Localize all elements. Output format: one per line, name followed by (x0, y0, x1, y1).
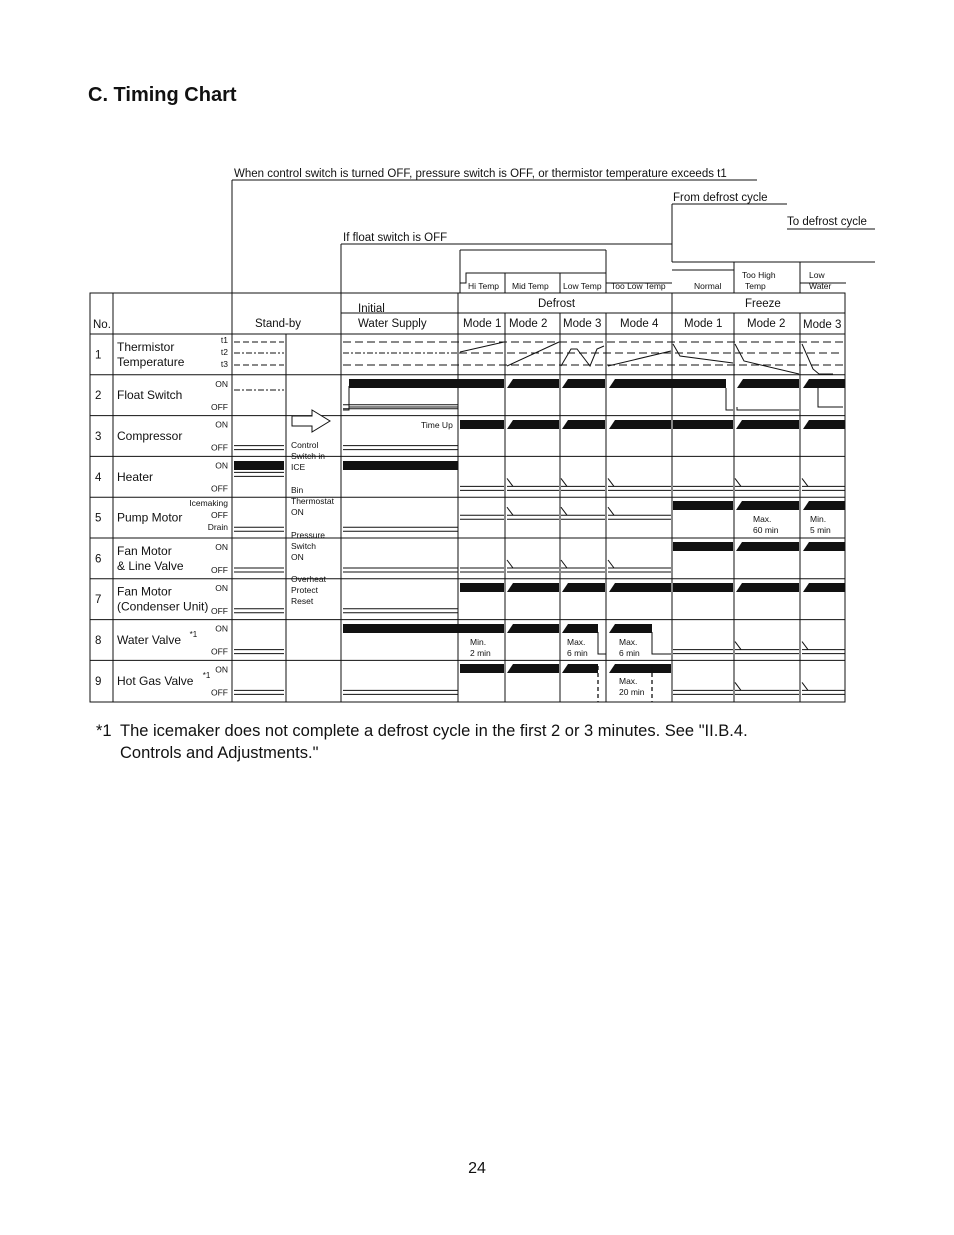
sub-water: Water (809, 281, 832, 291)
freeze-mode-3: Mode 3 (803, 319, 842, 331)
transition-note: Switch in (291, 451, 326, 461)
col-initial-2: Water Supply (358, 318, 427, 330)
wv-max-value-a: 6 min (567, 648, 588, 658)
col-defrost: Defrost (538, 298, 576, 310)
row-state-label: t3 (220, 359, 228, 369)
row-state-label: ON (215, 664, 228, 675)
signal-bar (737, 379, 799, 388)
row-number: 5 (95, 512, 102, 525)
footnote (96, 720, 856, 764)
signal-bar (460, 664, 504, 673)
row-number: 1 (95, 349, 102, 362)
sub-low: Low (809, 270, 825, 280)
row-state-label: t2 (220, 347, 228, 357)
time-up-label: Time Up (421, 420, 453, 430)
signal-bar (609, 624, 652, 633)
signal-bar (736, 583, 799, 592)
signal-bar (736, 420, 799, 429)
sub-low-temp: Low Temp (563, 281, 602, 291)
signal-bar (507, 379, 559, 388)
row-state-label: ON (215, 582, 228, 593)
row-state-label: OFF (211, 605, 228, 616)
page-title: C. Timing Chart (88, 84, 237, 106)
transition-note: ICE (291, 462, 306, 472)
signal-bar (343, 624, 504, 633)
sub-too-low-temp: Too Low Temp (611, 281, 666, 291)
wv-max-label-b: Max. (619, 637, 638, 647)
signal-bar (609, 583, 671, 592)
signal-bar (507, 583, 559, 592)
transition-note: Protect (291, 585, 318, 595)
signal-bar (562, 664, 598, 673)
transition-note: Pressure (291, 530, 326, 540)
thermistor-traces (234, 342, 843, 374)
row-state-label: ON (215, 623, 228, 634)
transition-notes (291, 440, 335, 606)
row-name: Thermistor (117, 339, 175, 354)
row-name: Fan Motor (117, 584, 172, 599)
footnote-line-1: The icemaker does not complete a defrost cycle in the first 2 or 3 minutes. See "II.B.4. (120, 722, 748, 740)
transition-arrow-icon (292, 410, 330, 432)
note-float-off: If float switch is OFF (343, 232, 448, 244)
signal-bar (460, 420, 504, 429)
signal-bar (343, 461, 458, 470)
row-state-label: OFF (211, 687, 228, 698)
page-number: 24 (468, 1160, 486, 1177)
defrost-mode-1: Mode 1 (463, 318, 502, 330)
col-initial-1: Initial (358, 303, 385, 315)
row-number: 4 (95, 471, 102, 484)
transition-note: ON (291, 507, 304, 517)
row-footnote-mark: *1 (189, 630, 198, 639)
row-state-label: ON (215, 419, 228, 430)
hg-max-label: Max. (619, 676, 638, 686)
row-name: Fan Motor (117, 543, 172, 558)
signal-bar (736, 542, 799, 551)
row-state-label: ON (215, 542, 228, 552)
signal-bar (803, 583, 845, 592)
row-name: Float Switch (117, 388, 183, 403)
signal-bar (562, 583, 605, 592)
row-name: Pump Motor (117, 510, 183, 525)
row-state-label: OFF (211, 510, 228, 521)
row-state-label: OFF (211, 646, 228, 657)
col-no: No. (93, 319, 111, 331)
signal-bar (562, 379, 605, 388)
footnote-line-2: Controls and Adjustments." (120, 744, 319, 762)
transition-note: ON (291, 552, 304, 562)
pump-max-value: 60 min (753, 525, 779, 535)
transition-note: Overheat (291, 574, 326, 584)
signal-bar (803, 420, 845, 429)
defrost-mode-4: Mode 4 (620, 318, 659, 330)
signal-bar (507, 664, 559, 673)
pump-max-label: Max. (753, 514, 772, 524)
signal-bar (609, 420, 671, 429)
transition-note: Bin (291, 485, 304, 495)
row-footnote-mark: *1 (202, 670, 211, 680)
row-state-label: ON (215, 378, 228, 389)
row-state-label: OFF (211, 442, 228, 453)
signal-bar (562, 420, 605, 429)
row-name: Water Valve (117, 633, 182, 647)
defrost-mode-2: Mode 2 (509, 318, 548, 330)
signal-bar (349, 379, 504, 388)
footnote-mark: *1 (96, 722, 112, 740)
row-name: Heater (117, 469, 154, 484)
row-number: 7 (95, 594, 102, 607)
sub-temp: Temp (745, 281, 766, 291)
row-state-label: OFF (211, 483, 228, 494)
signal-bar (673, 420, 733, 429)
hg-max-value: 20 min (619, 687, 645, 697)
row-number: 2 (95, 390, 102, 403)
row-number: 3 (95, 431, 102, 443)
signal-bar (507, 420, 559, 429)
signal-bar (673, 542, 733, 551)
signal-bar (673, 501, 733, 510)
row-name: Temperature (117, 354, 185, 369)
row-name: (Condenser Unit) (117, 599, 209, 614)
pump-min-value: 5 min (810, 525, 831, 535)
transition-note: Thermostat (291, 496, 334, 506)
row-state-label: t1 (220, 335, 228, 345)
row-state-label: OFF (211, 401, 228, 412)
row-number: 6 (95, 553, 102, 566)
row-state-label: OFF (211, 565, 228, 575)
row-number: 9 (95, 675, 102, 688)
pump-min-label: Min. (810, 514, 827, 524)
signal-bar (803, 379, 845, 388)
transition-note: Switch (291, 541, 317, 551)
signal-bar (803, 542, 845, 551)
top-notes (232, 180, 875, 293)
wv-max-value-b: 6 min (619, 648, 640, 658)
signal-bar (562, 624, 598, 633)
sub-too-high: Too High (742, 270, 776, 280)
signal-bar (234, 461, 284, 470)
signal-bar (673, 583, 733, 592)
signal-bar (460, 583, 504, 592)
row-state-label: Drain (207, 522, 228, 533)
wv-min-label: Min. (470, 637, 487, 647)
wv-max-label-a: Max. (567, 637, 586, 647)
sub-mid-temp: Mid Temp (512, 281, 549, 291)
transition-note: Control (291, 440, 319, 450)
transition-note: Reset (291, 596, 314, 606)
signal-bar (736, 501, 799, 510)
row-number: 8 (95, 635, 102, 647)
note-to-defrost: To defrost cycle (787, 216, 867, 228)
col-freeze: Freeze (745, 298, 781, 310)
row-name: & Line Valve (117, 558, 184, 573)
freeze-mode-1: Mode 1 (684, 318, 723, 330)
sub-hi-temp: Hi Temp (468, 281, 500, 291)
wv-min-value: 2 min (470, 648, 491, 658)
col-standby: Stand-by (255, 318, 302, 330)
note-from-defrost: From defrost cycle (673, 192, 768, 204)
signal-bar (609, 379, 726, 388)
signal-bar (803, 501, 845, 510)
note-control-off: When control switch is turned OFF, pressure switch is OFF, or thermistor temperature exceeds t1 (234, 168, 727, 180)
signal-bar (609, 664, 671, 673)
defrost-mode-3: Mode 3 (563, 318, 602, 330)
row-name: Compressor (117, 429, 183, 443)
float-switch-traces (234, 386, 843, 410)
row-name: Hot Gas Valve (117, 673, 194, 688)
signal-bar (507, 624, 559, 633)
freeze-mode-2: Mode 2 (747, 318, 786, 330)
sub-normal: Normal (694, 281, 722, 291)
row-state-label: Icemaking (189, 498, 228, 509)
row-state-label: ON (215, 460, 228, 471)
